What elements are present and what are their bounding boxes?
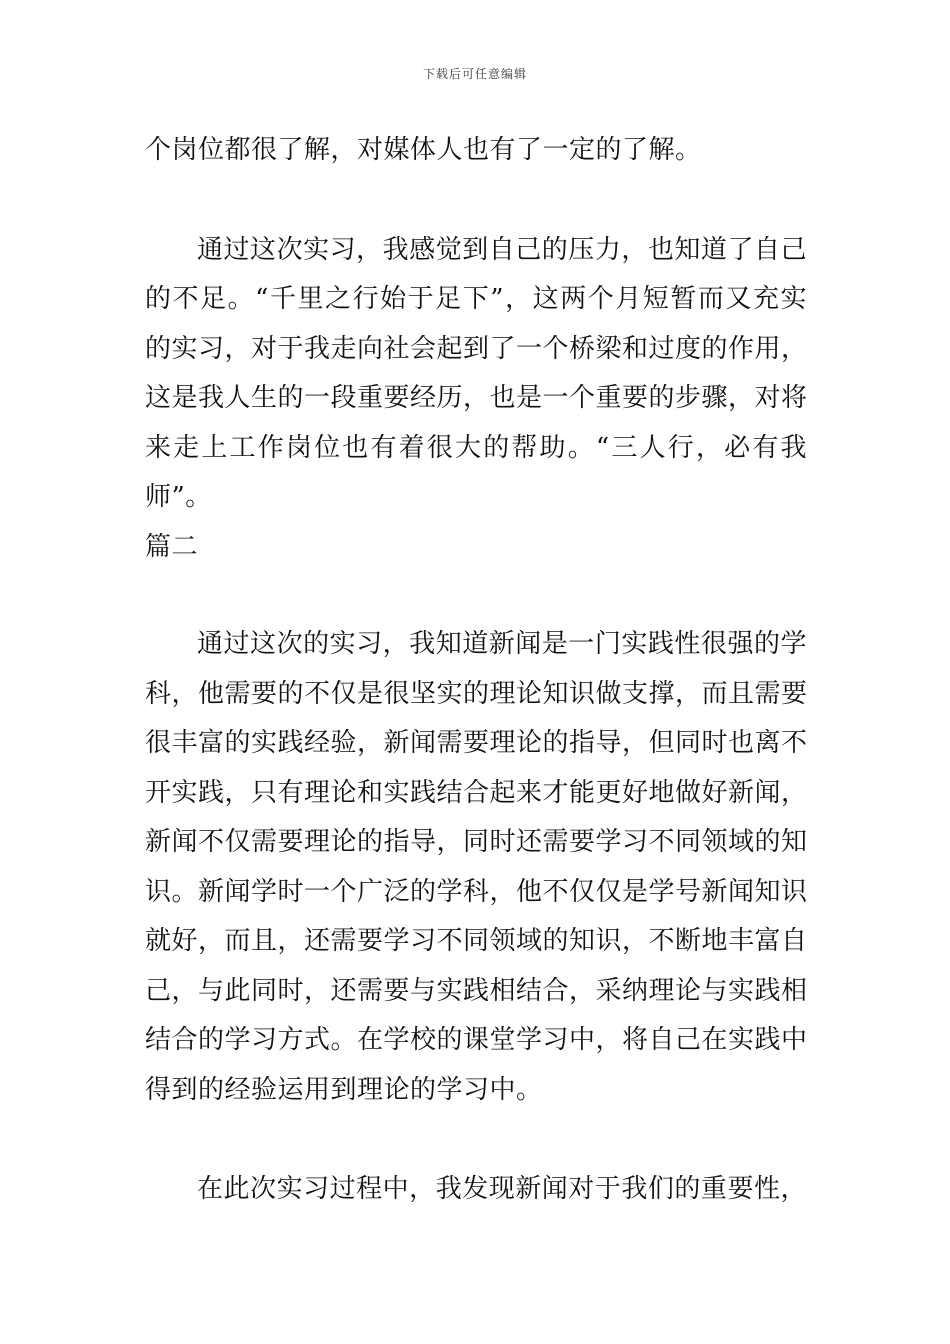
paragraph-gap xyxy=(145,176,807,226)
section-heading: 篇二 xyxy=(145,531,199,562)
paragraph-line: 开实践，只有理论和实践结合起来才能更好地做好新闻， xyxy=(145,777,808,808)
paragraph-line: 的不足。“千里之行始于足下”，这两个月短暂而又充实 xyxy=(145,284,807,314)
paragraph xyxy=(145,1165,807,1215)
paragraph-line: 来走上工作岗位也有着很大的帮助。“三人行，必有我 xyxy=(145,432,807,463)
paragraph-line: 个岗位都很了解，对媒体人也有了一定的了解。 xyxy=(145,135,702,165)
paragraph-line: 结合的学习方式。在学校的课堂学习中，将自己在实践中 xyxy=(145,1025,808,1055)
paragraph-line: 师”。 xyxy=(145,482,212,512)
paragraph-gap xyxy=(145,1115,807,1165)
paragraph-line: 这是我人生的一段重要经历，也是一个重要的步骤，对将 xyxy=(145,383,808,413)
paragraph-line: 在此次实习过程中，我发现新闻对于我们的重要性， xyxy=(197,1174,807,1204)
paragraph-line: 新闻不仅需要理论的指导，同时还需要学习不同领域的知 xyxy=(145,827,808,857)
paragraph-line: 科，他需要的不仅是很坚实的理论知识做支撑，而且需要 xyxy=(145,678,808,709)
paragraph-gap xyxy=(145,572,807,620)
paragraph-line: 识。新闻学时一个广泛的学科，他不仅仅是学号新闻知识 xyxy=(145,876,808,907)
paragraph-line: 就好，而且，还需要学习不同领域的知识，不断地丰富自 xyxy=(145,926,808,956)
paragraph-line: 的实习，对于我走向社会起到了一个桥梁和过度的作用， xyxy=(145,333,808,364)
paragraph-line: 得到的经验运用到理论的学习中。 xyxy=(145,1074,543,1105)
document-body xyxy=(145,126,807,1215)
paragraph xyxy=(145,620,807,1115)
paragraph-line: 很丰富的实践经验，新闻需要理论的指导，但同时也离不 xyxy=(145,728,808,758)
paragraph-line: 通过这次的实习，我知道新闻是一门实践性很强的学 xyxy=(197,629,807,659)
page-header-note: 下载后可任意编辑 xyxy=(422,67,527,81)
paragraph-line: 己，与此同时，还需要与实践相结合，采纳理论与实践相 xyxy=(145,975,808,1006)
paragraph xyxy=(145,226,807,523)
paragraph-line: 通过这次实习，我感觉到自己的压力，也知道了自己 xyxy=(197,234,807,265)
